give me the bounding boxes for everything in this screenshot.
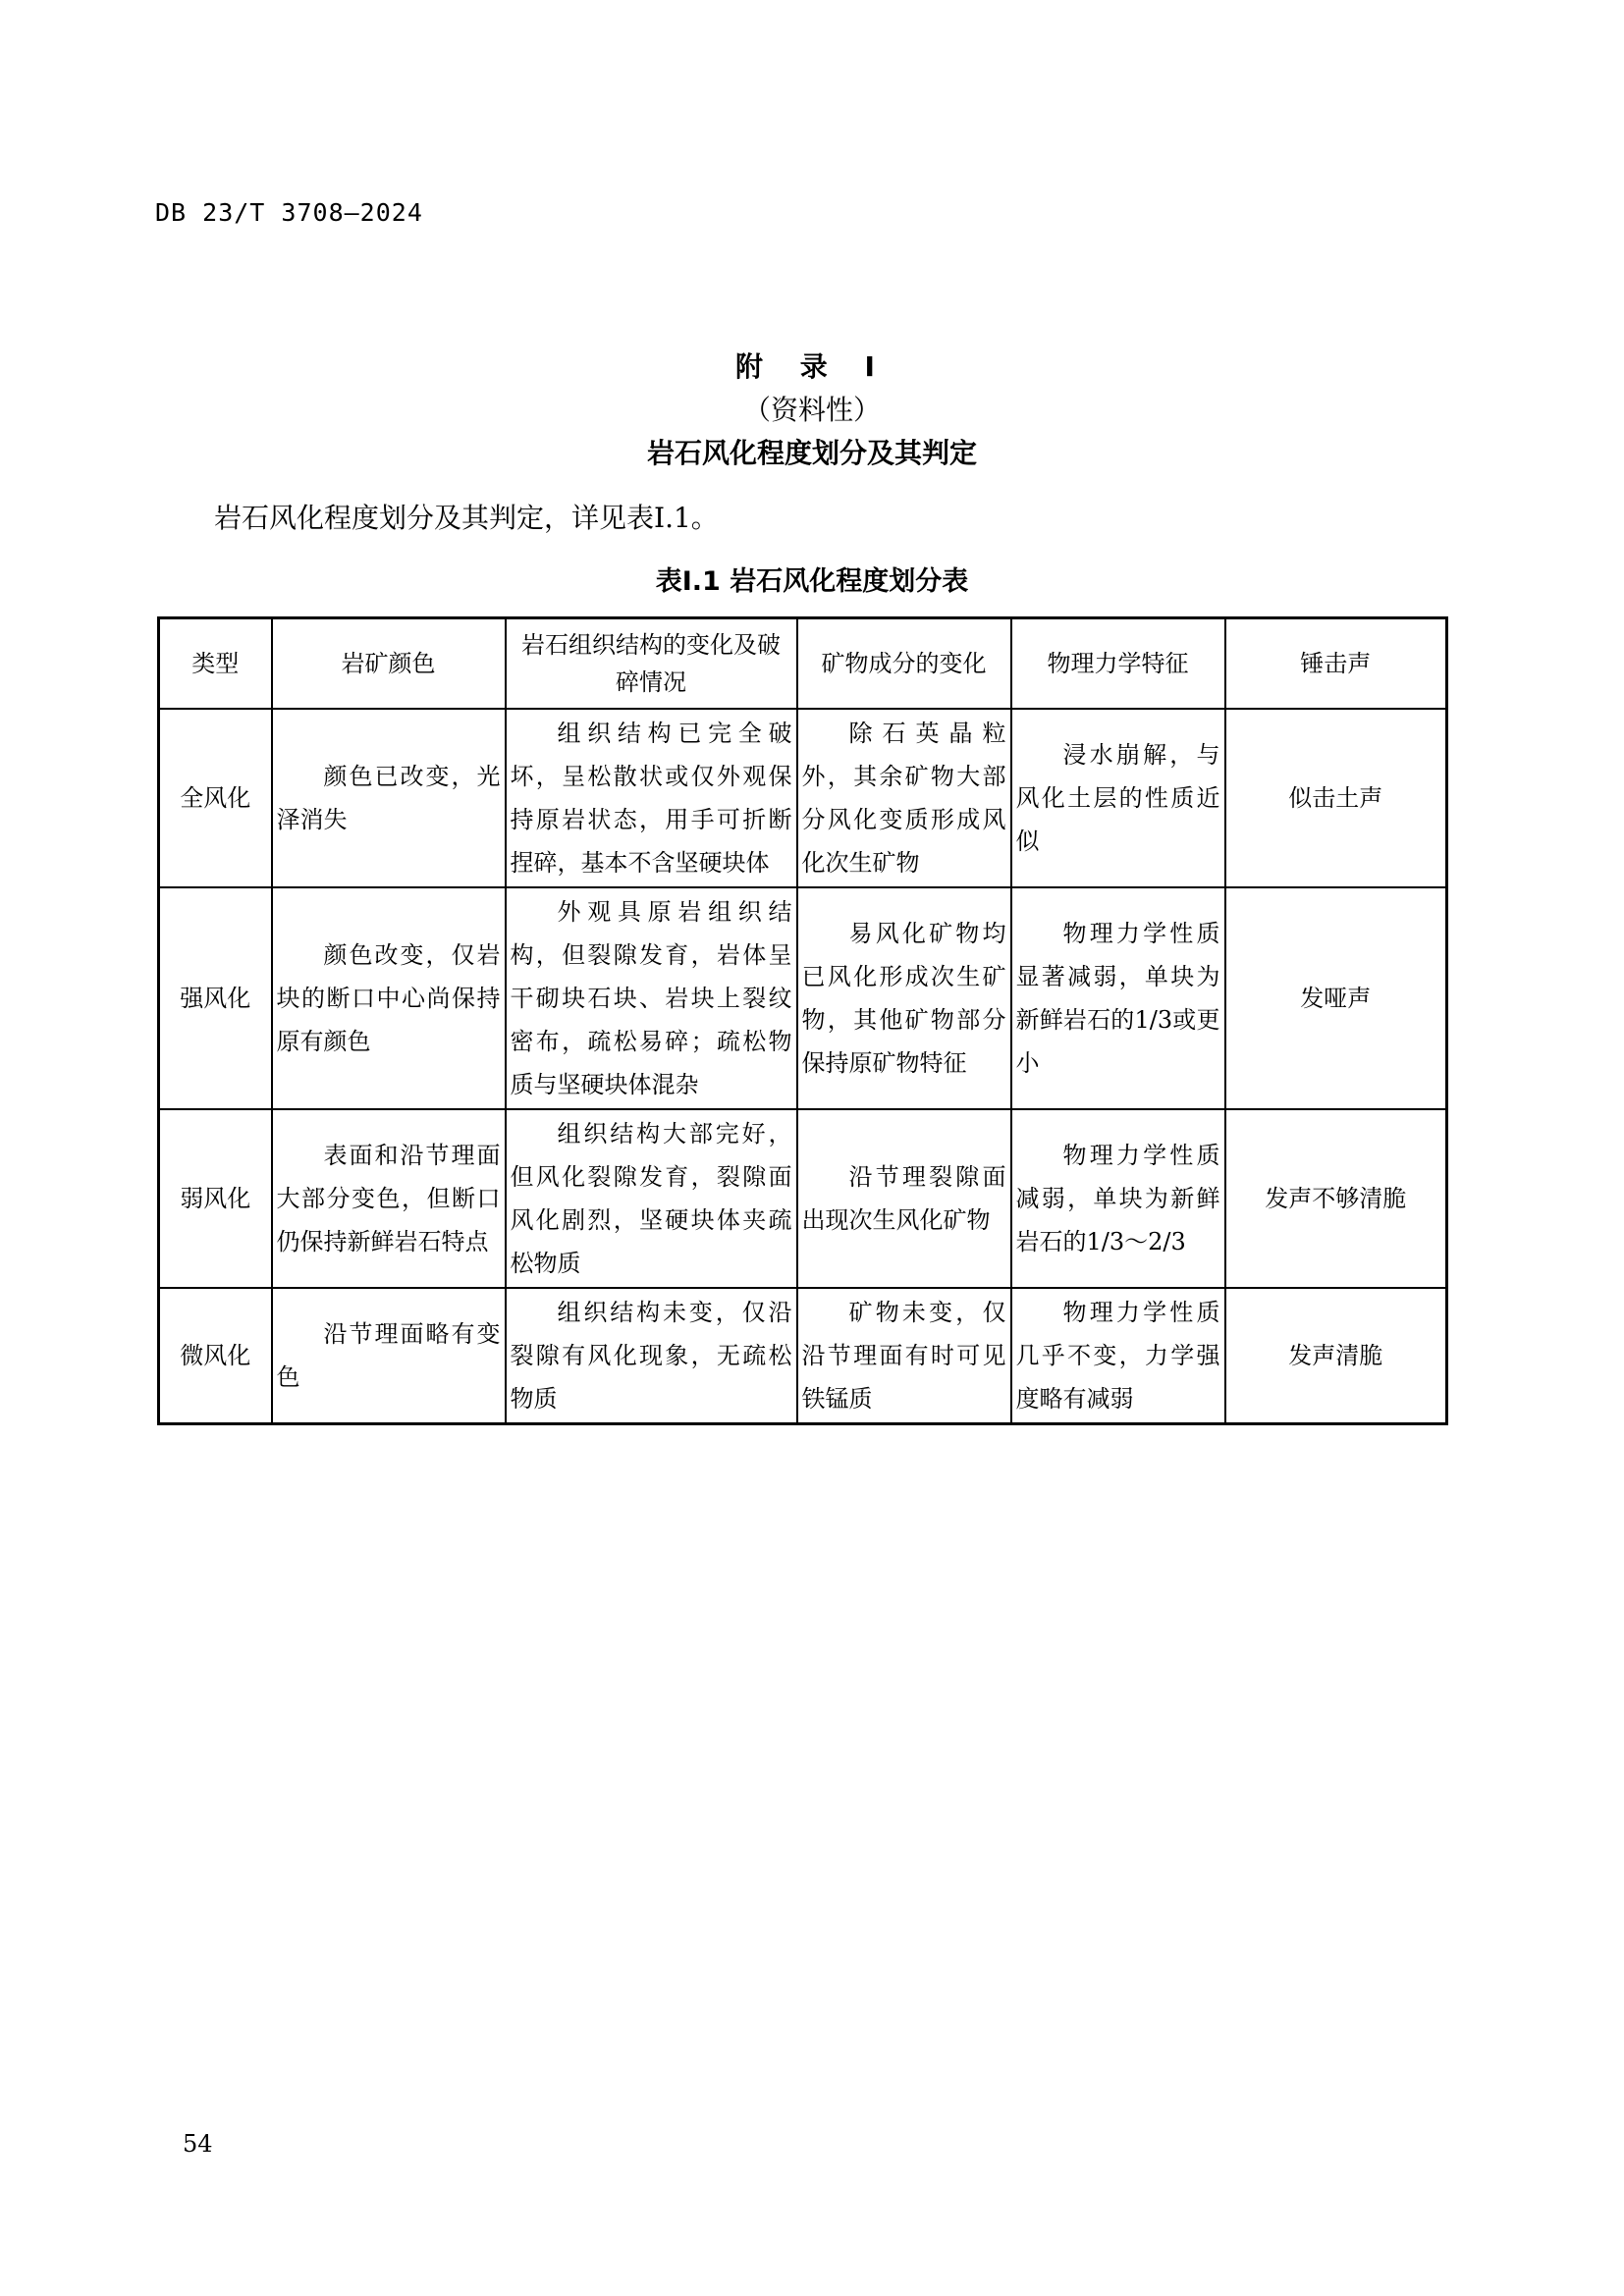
cell-type: 全风化: [159, 709, 272, 887]
table-caption: 表I.1 岩石风化程度划分表: [655, 566, 969, 597]
cell-sound: 似击土声: [1225, 709, 1447, 887]
header-type: 类型: [159, 618, 272, 710]
cell-sound: 发声清脆: [1225, 1288, 1447, 1424]
header-color: 岩矿颜色: [272, 618, 506, 710]
header-mechanics: 物理力学特征: [1011, 618, 1225, 710]
appendix-name: 岩石风化程度划分及其判定: [646, 437, 977, 469]
cell-structure: 组织结构大部完好，但风化裂隙发育，裂隙面风化剧烈，坚硬块体夹疏松物质: [506, 1109, 797, 1288]
cell-mineral: 易风化矿物均已风化形成次生矿物，其他矿物部分保持原矿物特征: [797, 887, 1011, 1109]
document-code: DB 23/T 3708—2024: [155, 198, 423, 227]
header-structure: 岩石组织结构的变化及破碎情况: [506, 618, 797, 710]
cell-sound: 发哑声: [1225, 887, 1447, 1109]
appendix-title: 附 录 I: [735, 350, 889, 383]
cell-structure: 组织结构未变，仅沿裂隙有风化现象，无疏松物质: [506, 1288, 797, 1424]
cell-mineral: 沿节理裂隙面出现次生风化矿物: [797, 1109, 1011, 1288]
cell-mechanics: 物理力学性质减弱，单块为新鲜岩石的1/3～2/3: [1011, 1109, 1225, 1288]
cell-structure: 组织结构已完全破坏，呈松散状或仅外观保持原岩状态，用手可折断捏碎，基本不含坚硬块体: [506, 709, 797, 887]
table-header-row: [159, 618, 1447, 710]
cell-color: 颜色改变，仅岩块的断口中心尚保持原有颜色: [272, 887, 506, 1109]
cell-sound: 发声不够清脆: [1225, 1109, 1447, 1288]
appendix-type: （资料性）: [742, 394, 881, 426]
cell-mechanics: 浸水崩解，与风化土层的性质近似: [1011, 709, 1225, 887]
table-row: [159, 887, 1447, 1109]
cell-mineral: 除石英晶粒外，其余矿物大部分风化变质形成风化次生矿物: [797, 709, 1011, 887]
cell-mechanics: 物理力学性质几乎不变，力学强度略有减弱: [1011, 1288, 1225, 1424]
cell-color: 表面和沿节理面大部分变色，但断口仍保持新鲜岩石特点: [272, 1109, 506, 1288]
header-mineral: 矿物成分的变化: [797, 618, 1011, 710]
cell-type: 弱风化: [159, 1109, 272, 1288]
cell-type: 强风化: [159, 887, 272, 1109]
intro-paragraph: 岩石风化程度划分及其判定，详见表I.1。: [214, 502, 719, 534]
weathering-grade-table: [157, 616, 1448, 1425]
cell-structure: 外观具原岩组织结构，但裂隙发育，岩体呈干砌块石块、岩块上裂纹密布，疏松易碎；疏松物质与坚硬块体混杂: [506, 887, 797, 1109]
table-row: [159, 709, 1447, 887]
cell-color: 沿节理面略有变色: [272, 1288, 506, 1424]
cell-mineral: 矿物未变，仅沿节理面有时可见铁锰质: [797, 1288, 1011, 1424]
cell-type: 微风化: [159, 1288, 272, 1424]
page-number: 54: [183, 2130, 213, 2158]
cell-mechanics: 物理力学性质显著减弱，单块为新鲜岩石的1/3或更小: [1011, 887, 1225, 1109]
header-sound: 锤击声: [1225, 618, 1447, 710]
cell-color: 颜色已改变，光泽消失: [272, 709, 506, 887]
table-row: [159, 1109, 1447, 1288]
table-row: [159, 1288, 1447, 1424]
